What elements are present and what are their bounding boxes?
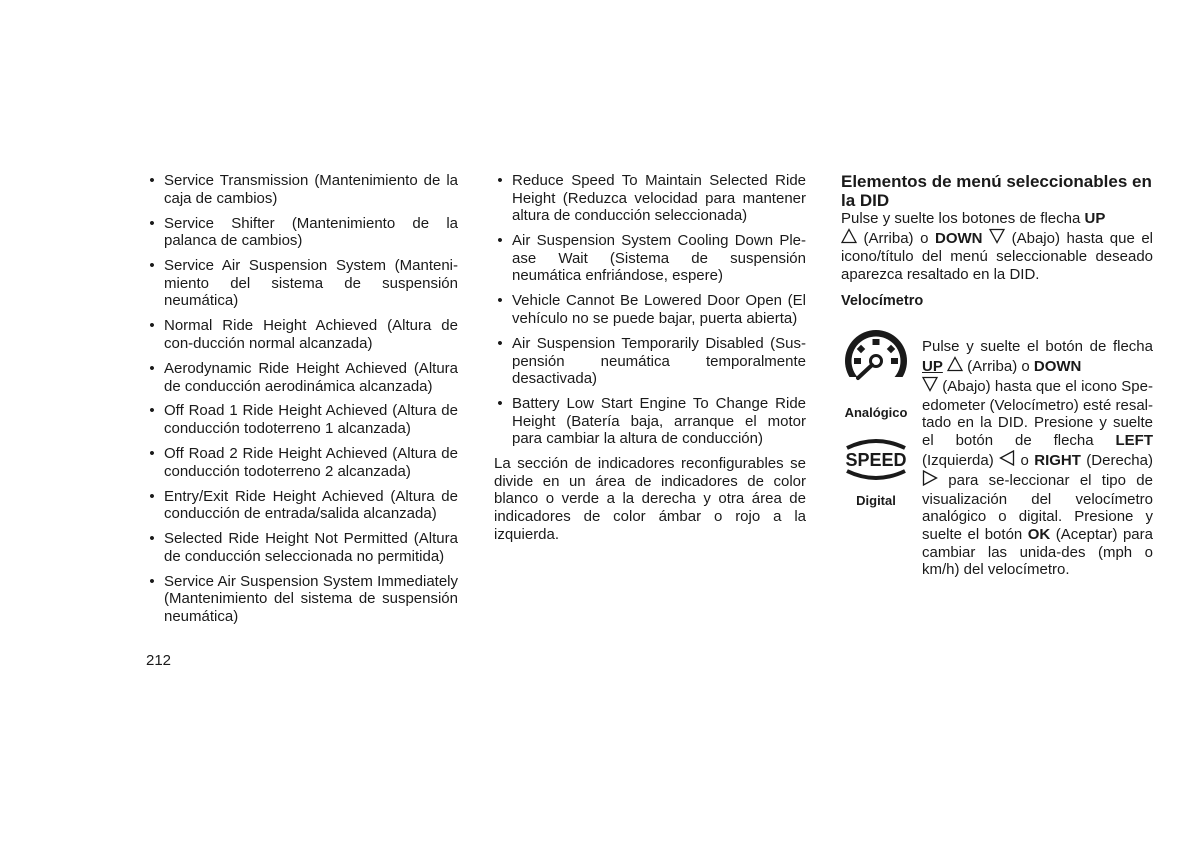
down-arrow-icon [922,376,938,397]
message-list-1 [146,172,458,626]
list-item: • Air Suspension System Cooling Down Ple-ase Wait (Sistema de suspensión neumática enfriándose, espere) [497,232,806,285]
list-item: • Air Suspension Temporarily Disabled (Sus-pensión neumática temporalmente desactivada) [497,334,806,388]
list-item: • Aerodynamic Ride Height Achieved (Altura de conducción aerodinámica alcanzada) [149,359,458,395]
list-item: • Off Road 1 Ride Height Achieved (Altura de conducción todoterreno 1 alcanzada) [149,402,458,438]
speedometer-icons [841,323,911,509]
intro-paragraph: Pulse y suelte los botones de flecha UP (Arriba) o DOWN (Abajo) hasta que el icono/título del menú seleccionable deseado aparezca resaltado en la DID. [841,210,1154,283]
list-item: • Entry/Exit Ride Height Achieved (Altura de conducción de entrada/salida alcanzada) [149,487,458,523]
list-item: • Off Road 2 Ride Height Achieved (Altura de conducción todoterreno 2 alcanzada) [149,445,458,480]
list-item: • Service Air Suspension System (Manteni-miento del sistema de suspensión neumática) [149,257,458,310]
list-item: • Reduce Speed To Maintain Selected Ride Height (Reduzca velocidad para mantener altura de conducción seleccionada) [497,172,806,225]
up-arrow-icon [841,228,857,249]
down-arrow-icon [989,228,1005,249]
list-item: • Service Shifter (Mantenimiento de la palanca de cambios) [149,214,458,250]
list-item: • Service Transmission (Mantenimiento de la caja de cambios) [149,172,458,207]
left-column [146,172,458,633]
speed-word: SPEED [845,450,907,471]
right-column [841,172,1154,579]
list-item: • Service Air Suspension System Immediately (Mantenimiento del sistema de suspensión neumática) [149,572,458,625]
up-arrow-icon [947,356,963,377]
list-item: • Normal Ride Height Achieved (Altura de con-ducción normal alcanzada) [149,317,458,352]
list-item: • Vehicle Cannot Be Lowered Door Open (El vehículo no se puede bajar, puerta abierta) [497,292,806,327]
section-heading: Elementos de menú seleccionables en la DID [841,172,1152,210]
message-list-2 [494,172,806,448]
list-item: • Selected Ride Height Not Permitted (Altura de conducción seleccionada no permitida) [149,530,458,565]
left-arrow-icon [999,450,1015,471]
list-item: • Battery Low Start Engine To Change Ride Height (Batería baja, arranque el motor para cambiar la altura de conducción) [497,395,806,448]
indicators-paragraph: La sección de indicadores reconfigurables se divide en un área de indicadores de color blanco o verde a la derecha y otra área de indicadores de color ámbar o rojo a la izquierda. [494,455,806,543]
page-number: 212 [146,652,172,669]
speedometer-block [841,323,1153,579]
analog-label: Analógico [844,404,908,420]
speedometer-instructions: Pulse y suelte el botón de flecha UP (Arriba) o DOWN (Abajo) hasta que el icono Spe-edometer (Velocímetro) esté resal-tado en la DID. Presione y suelte el botón de flecha LEFT (Izquierda) o RIGHT (Derecha) para se-leccionar el tipo de visualización del velocímetro analógico o digital. Presione y suelte el botón OK (Aceptar) para cambiar las unida-des (mph o km/h) del velocímetro. [922,337,1153,579]
digital-label: Digital [856,492,896,508]
right-arrow-icon [922,470,938,491]
digital-speedometer-icon [841,435,911,486]
speedometer-subheading: Velocímetro [841,293,924,310]
middle-column [494,172,806,543]
analog-speedometer-icon [841,325,911,398]
